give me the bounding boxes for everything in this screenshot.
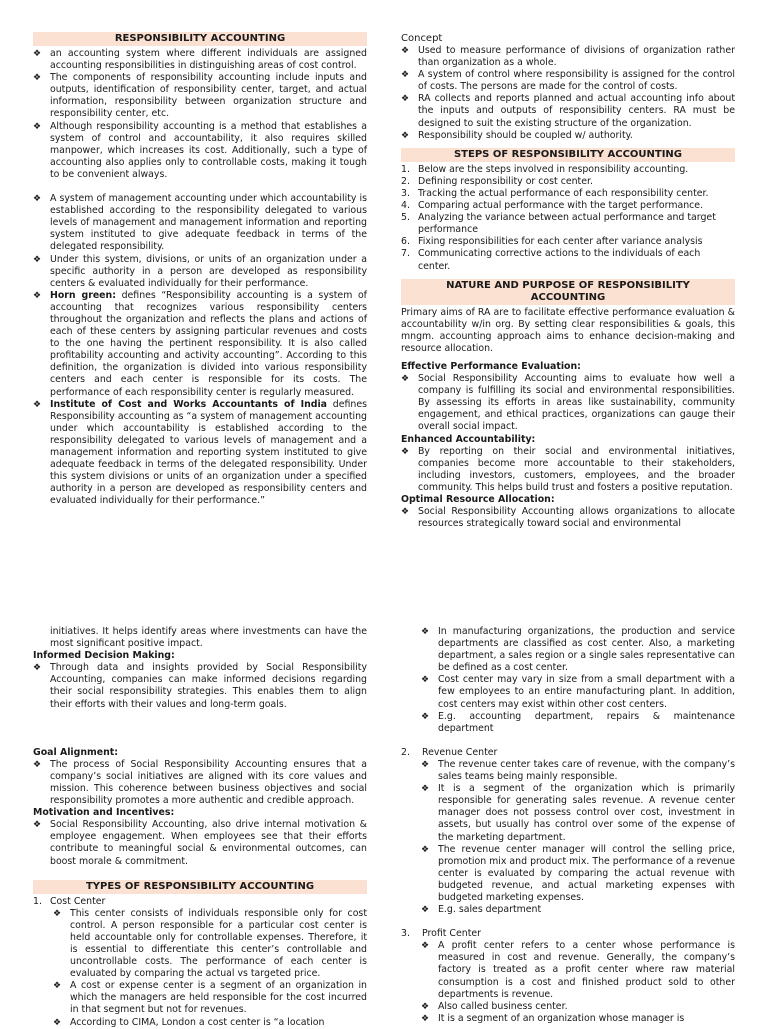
cost-center-bullet-6: ❖ E.g. accounting department, repairs & maintenance department bbox=[421, 711, 735, 735]
cost-center-item bbox=[33, 896, 367, 908]
horngren-label: Horn green: bbox=[50, 289, 116, 301]
bullet-divisions: ❖ Under this system, divisions, or units of an organization under a specific authority in a person are developed as responsibility centers & evaluated individually for their performance. bbox=[33, 254, 367, 290]
concept-bullet-2: ❖ A system of control where responsibility is assigned for the control of costs. The persons are made for the control of costs. bbox=[401, 69, 735, 93]
types-heading: TYPES OF RESPONSIBILITY ACCOUNTING bbox=[33, 880, 367, 894]
profit-center-item bbox=[401, 928, 735, 940]
step-number: 5. bbox=[401, 212, 410, 224]
steps-heading: STEPS OF RESPONSIBILITY ACCOUNTING bbox=[401, 148, 735, 162]
concept-bullet-1: ❖ Used to measure performance of divisions of organization rather than organization as a whole. bbox=[401, 45, 735, 69]
cost-center-bullet-4: ❖ In manufacturing organizations, the production and service departments are classified as cost center. Also, a marketing department, a sales region or a single sales representative can be defined as a cost center. bbox=[421, 626, 735, 674]
steps-list bbox=[401, 164, 735, 273]
step-number: 2. bbox=[401, 175, 410, 187]
cost-center-label: Cost Center bbox=[50, 895, 106, 907]
accountability-label: Enhanced Accountability: bbox=[401, 433, 536, 445]
step-text: Defining responsibility or cost center. bbox=[418, 175, 593, 187]
accountability-bullet: ❖ By reporting on their social and environmental initiatives, companies become more accountable to their stakeholders, including investors, customers, employees, and the broader community. This helps build trust and fosters a positive reputation. bbox=[401, 446, 735, 494]
revenue-center-bullet-2: ❖ It is a segment of the organization which is primarily responsible for generating sales revenue. A revenue center manager does not possess control over cost, investment in assets, but usually has control over some of the expense of the marketing department. bbox=[421, 783, 735, 843]
nature-heading: NATURE AND PURPOSE OF RESPONSIBILITY ACCOUNTING bbox=[401, 279, 735, 305]
step-item bbox=[401, 248, 735, 272]
step-text: Below are the steps involved in responsibility accounting. bbox=[418, 163, 689, 175]
spacer bbox=[33, 181, 367, 193]
bullet-horngren bbox=[33, 290, 367, 399]
bottom-right-column bbox=[401, 626, 735, 1025]
evaluation-label: Effective Performance Evaluation: bbox=[401, 360, 581, 372]
motivation-label: Motivation and Incentives: bbox=[33, 807, 175, 819]
step-item bbox=[401, 236, 735, 248]
top-left-column bbox=[33, 32, 367, 507]
bullet-components: ❖ The components of responsibility accounting include inputs and outputs, identification of responsibility center, target, and actual information, responsibility between organization structure and responsibility center, etc. bbox=[33, 72, 367, 120]
cost-center-bullet-3: ❖ According to CIMA, London a cost center is “a location bbox=[53, 1017, 367, 1029]
allocation-bullet: ❖ Social Responsibility Accounting allows organizations to allocate resources strategically toward social and environmental bbox=[401, 506, 735, 530]
step-item bbox=[401, 176, 735, 188]
motivation-bullet: ❖ Social Responsibility Accounting, also drive internal motivation & employee engagement. When employees see that their efforts contribute to meaningful social & environmental outcomes, can boost morale & commitment. bbox=[33, 819, 367, 867]
cost-center-bullet-2: ❖ A cost or expense center is a segment of an organization in which the managers are held responsible for the cost incurred in that segment but not for revenues. bbox=[53, 980, 367, 1016]
step-text: Comparing actual performance with the target performance. bbox=[418, 200, 704, 212]
step-text: Fixing responsibilities for each center after variance analysis bbox=[418, 236, 703, 248]
step-number: 1. bbox=[401, 163, 410, 175]
bullet-definition: ❖ an accounting system where different individuals are assigned accounting responsibilities in distinguishing areas of cost control. bbox=[33, 48, 367, 72]
evaluation-bullet: ❖ Social Responsibility Accounting aims to evaluate how well a company is fulfilling its social and environmental responsibilities. By assessing its efforts in areas like sustainability, community engagement, and ethical practices, organizations can gauge their overall social impact. bbox=[401, 373, 735, 433]
goal-alignment-label: Goal Alignment: bbox=[33, 746, 119, 758]
step-item bbox=[401, 164, 735, 176]
revenue-center-bullet-3: ❖ The revenue center manager will control the selling price, promotion mix and product mix. The performance of a revenue center is evaluated by comparing the actual revenue with budgeted revenue, and actual marketing expenses with budgeted marketing expenses. bbox=[421, 844, 735, 904]
bottom-left-column bbox=[33, 626, 367, 1029]
concept-bullet-3: ❖ RA collects and reports planned and actual accounting info about the inputs and outputs of responsibility centers. RA must be designed to suit the existing structure of the organization. bbox=[401, 93, 735, 129]
step-number: 7. bbox=[401, 248, 410, 260]
bullet-cost-note: ❖ Although responsibility accounting is a method that establishes a system of control and accountability, it also requires skilled manpower, which increases its cost. Additionally, such a type of accounting also applies only to controllable costs, making it tough to be convenient always. bbox=[33, 121, 367, 181]
cost-center-bullet-1: ❖ This center consists of individuals responsible only for cost control. A person responsible for a particular cost center is held accountable only for controllable expenses. Therefore, it is essential to differentiate this center’s controllable and uncontrollable costs. The performance of each center is evaluated by comparing the actual vs targeted price. bbox=[53, 908, 367, 981]
profit-center-bullet-3: ❖ It is a segment of an organization whose manager is bbox=[421, 1013, 735, 1025]
step-number: 3. bbox=[401, 187, 410, 199]
revenue-center-bullet-1: ❖ The revenue center takes care of revenue, with the company’s sales teams being mainly responsible. bbox=[421, 759, 735, 783]
bullet-management-system: ❖ A system of management accounting under which accountability is established according to the responsibility delegated to various levels of management and management information and reporting system instituted to give adequate feedback in terms of the delegated responsibility. bbox=[33, 193, 367, 253]
step-item bbox=[401, 188, 735, 200]
icwai-label: Institute of Cost and Works Accountants of India bbox=[50, 398, 327, 410]
responsibility-accounting-heading: RESPONSIBILITY ACCOUNTING bbox=[33, 32, 367, 46]
top-right-column bbox=[401, 32, 735, 530]
goal-alignment-bullet: ❖ The process of Social Responsibility Accounting ensures that a company’s social initiatives are aligned with its core values and mission. This coherence between business objectives and social responsibility promotes a more authentic and credible approach. bbox=[33, 759, 367, 807]
allocation-label: Optimal Resource Allocation: bbox=[401, 494, 555, 505]
item-number: 3. bbox=[401, 928, 410, 940]
informed-decision-label: Informed Decision Making: bbox=[33, 650, 175, 662]
step-item bbox=[401, 212, 735, 236]
revenue-center-bullet-4: ❖ E.g. sales department bbox=[421, 904, 735, 916]
icwai-text: defines Responsibility accounting as “a system of management accounting under which accountability is established according to the responsibility delegated to various levels of management and a management information and reporting system instituted to give adequate feedback in terms of the delegated responsibility. Under this system divisions or units of an organization under a specified authority in a person are developed as responsibility centers and evaluated individually for their performance.” bbox=[50, 398, 367, 507]
profit-center-bullet-2: ❖ Also called business center. bbox=[421, 1001, 735, 1013]
step-text: Communicating corrective actions to the individuals of each center. bbox=[418, 248, 701, 272]
step-item bbox=[401, 200, 735, 212]
profit-center-label: Profit Center bbox=[422, 928, 481, 940]
item-number: 2. bbox=[401, 746, 410, 758]
nature-intro: Primary aims of RA are to facilitate effective performance evaluation & accountability w/in org. By setting clear responsibilities & goals, this mngm. accounting approach aims to enhance decision-making and resource allocation. bbox=[401, 306, 735, 354]
profit-center-bullet-1: ❖ A profit center refers to a center whose performance is measured in cost and revenue. Generally, the company’s factory is treated as a profit center where raw material consumption is a cost and finished product sold to other departments is revenue. bbox=[421, 940, 735, 1000]
item-number: 1. bbox=[33, 895, 42, 907]
horngren-text: defines “Responsibility accounting is a system of accounting that recognizes various responsibility centers throughout the organization and reflects the plans and actions of each of these centers by assigning particular revenues and costs to the one having the pertinent responsibility. It is also called profitability accounting and activity accounting”. According to this definition, the organization is divided into various responsibility centers and each center is responsible for its costs. The performance of each responsibility center is regularly measured. bbox=[50, 289, 367, 398]
step-text: Analyzing the variance between actual performance and target performance bbox=[418, 212, 716, 236]
revenue-center-item bbox=[401, 747, 735, 759]
informed-decision-bullet: ❖ Through data and insights provided by Social Responsibility Accounting, companies can make informed decisions regarding their social responsibility strategies. This enables them to align their efforts with their values and long-term goals. bbox=[33, 662, 367, 710]
step-number: 6. bbox=[401, 236, 410, 248]
continuation-text: initiatives. It helps identify areas where investments can have the most significant positive impact. bbox=[50, 626, 367, 650]
concept-heading: Concept bbox=[401, 33, 443, 44]
step-text: Tracking the actual performance of each responsibility center. bbox=[418, 187, 709, 199]
concept-bullet-4: ❖ Responsibility should be coupled w/ authority. bbox=[401, 130, 735, 142]
bullet-icwai bbox=[33, 399, 367, 508]
cost-center-bullet-5: ❖ Cost center may vary in size from a small department with a few employees to an entire manufacturing plant. In addition, cost centers may exist within other cost centers. bbox=[421, 674, 735, 710]
step-number: 4. bbox=[401, 200, 410, 212]
revenue-center-label: Revenue Center bbox=[422, 746, 498, 758]
